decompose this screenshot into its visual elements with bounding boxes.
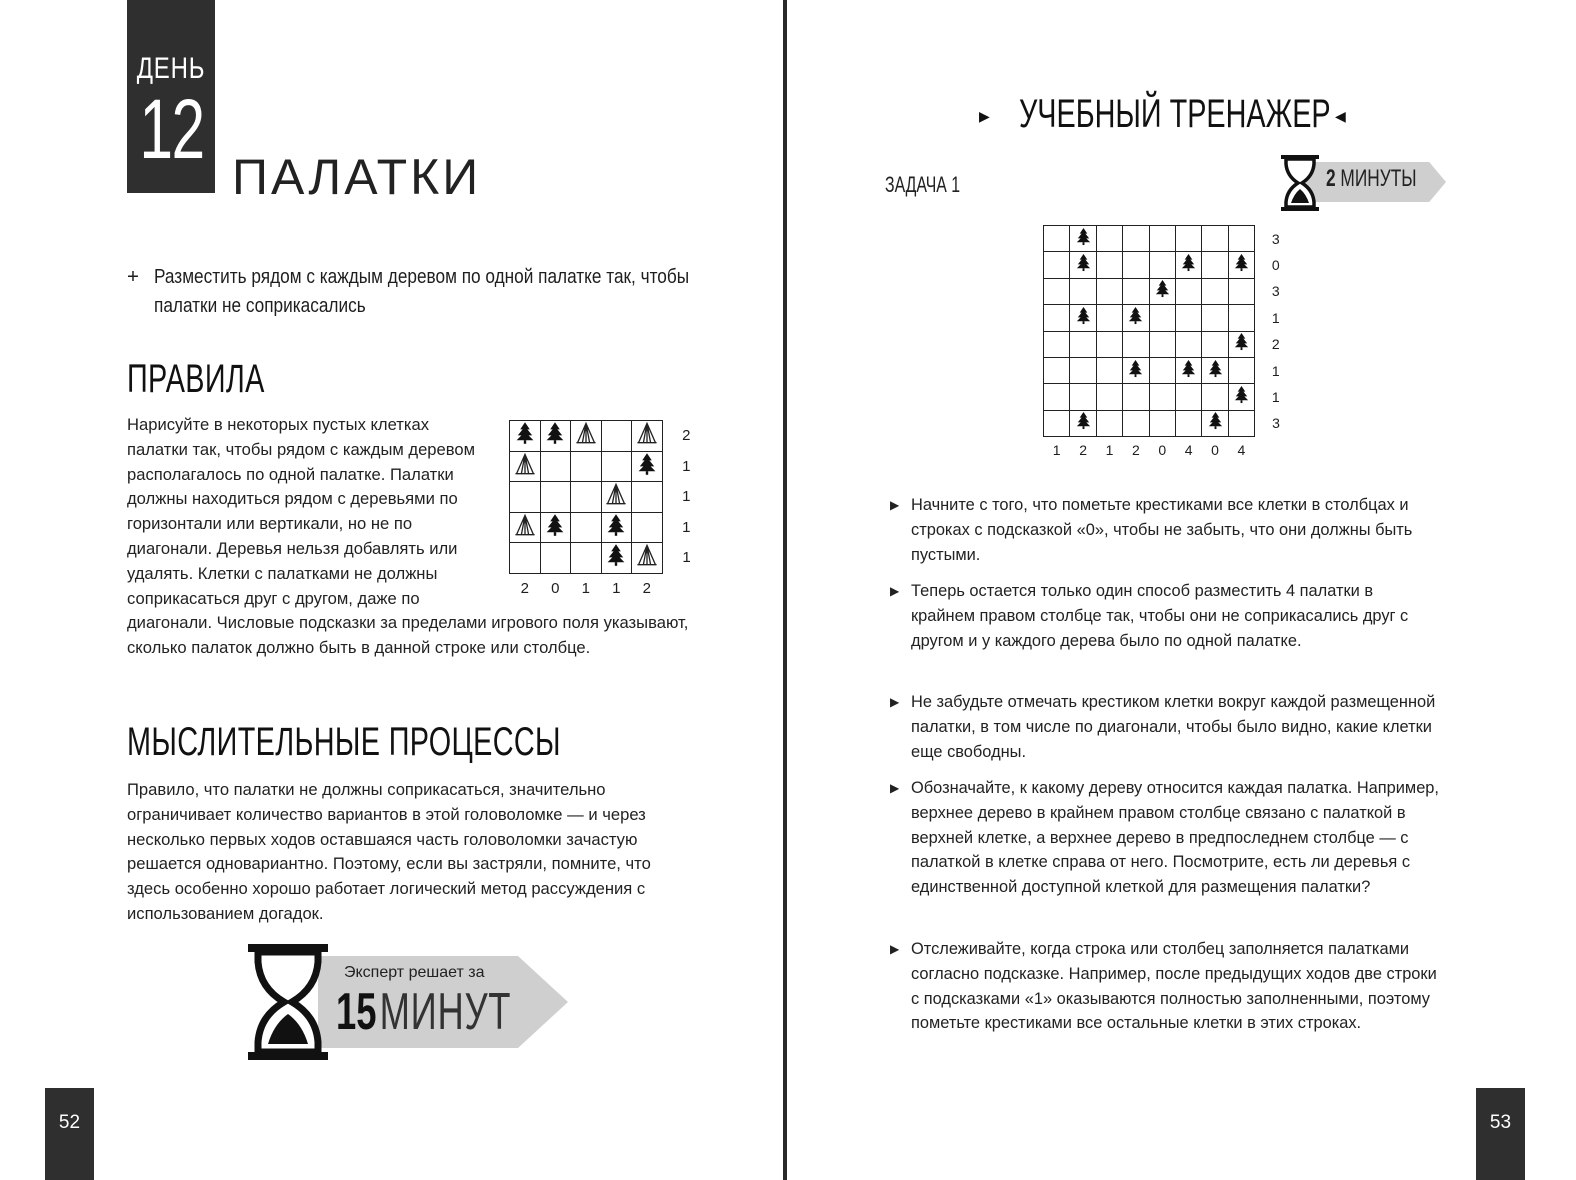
triangle-right-icon: ▶ <box>979 108 990 124</box>
example-grid <box>509 420 702 603</box>
example-cell <box>632 543 663 574</box>
timer-number: 2 <box>1326 165 1336 192</box>
goal-text: Разместить рядом с каждым деревом по одной палатке так, чтобы палатки не соприкасались <box>154 265 690 317</box>
example-cell <box>540 512 571 543</box>
task-col-clue: 2 <box>1131 441 1140 458</box>
task-cell <box>1096 357 1122 383</box>
tip-item <box>890 937 1445 1062</box>
plus-mark: + <box>127 265 139 288</box>
task-row-clue: 0 <box>1271 257 1280 274</box>
task-cell <box>1202 357 1228 383</box>
bullet-triangle-icon: ▶ <box>890 498 900 512</box>
task-col-clue: 1 <box>1052 441 1061 458</box>
task-cell <box>1175 331 1201 357</box>
task-cell <box>1123 226 1149 252</box>
tree-icon <box>543 524 567 541</box>
example-cell <box>571 421 602 452</box>
example-cell <box>510 482 541 513</box>
expert-caption: Эксперт решает за <box>344 964 485 981</box>
tree-icon <box>1232 391 1251 408</box>
task-cell <box>1096 278 1122 304</box>
task-cell <box>1096 331 1122 357</box>
example-cell <box>601 543 632 574</box>
task-col-clue: 4 <box>1184 441 1193 458</box>
task-cell <box>1228 226 1254 252</box>
example-cell <box>510 512 541 543</box>
tree-icon <box>1126 312 1145 329</box>
task-puzzle <box>1043 225 1290 462</box>
task-row-clue: 1 <box>1271 389 1280 406</box>
example-cell <box>601 482 632 513</box>
bullet-triangle-icon: ▶ <box>890 942 900 956</box>
task-cell <box>1228 331 1254 357</box>
task-cell <box>1202 226 1228 252</box>
trainer-heading: УЧЕБНЫЙ ТРЕНАЖЕР <box>1019 92 1331 136</box>
tree-icon <box>1206 417 1225 434</box>
thinking-heading: МЫСЛИТЕЛЬНЫЕ ПРОЦЕССЫ <box>127 720 561 764</box>
task-cell <box>1202 331 1228 357</box>
task-cell <box>1044 331 1070 357</box>
hourglass-icon <box>1280 155 1320 211</box>
bullet-triangle-icon: ▶ <box>890 695 900 709</box>
task-cell <box>1175 384 1201 410</box>
task-row-clue: 3 <box>1271 283 1280 300</box>
example-cell <box>510 451 541 482</box>
example-row <box>510 421 702 452</box>
tree-icon <box>635 463 659 480</box>
task-cell <box>1096 410 1122 436</box>
task-cell <box>1228 252 1254 278</box>
example-col-clue: 0 <box>551 579 560 597</box>
task-cell <box>1070 384 1096 410</box>
example-cell <box>601 512 632 543</box>
task-cell <box>1175 305 1201 331</box>
rules-text: Нарисуйте в некоторых пустых клетках палатки так, чтобы рядом с каждым деревом располагалось по одной палатке. Палатки должны находиться рядом с деревьями по горизонтали или вертикали, но не по диагонали. Деревья нельзя добавлять или удалять. Клетки с палатками не должны соприкасаться друг с другом, даже по диагонали. Числовые подсказки за пределами игрового поля указывают, сколько палаток должно быть в данной строке или столбце. <box>127 415 689 658</box>
expert-unit: МИНУТ <box>379 983 512 1041</box>
task-label: ЗАДАЧА 1 <box>885 172 961 197</box>
task-cell <box>1096 305 1122 331</box>
tree-icon <box>1074 259 1093 276</box>
tip-item <box>890 776 1445 926</box>
task-row <box>1044 331 1290 357</box>
task-cell <box>1070 278 1096 304</box>
task-cell <box>1123 331 1149 357</box>
task-cell <box>1228 384 1254 410</box>
timer-text <box>1326 165 1417 193</box>
task-cell <box>1228 357 1254 383</box>
example-row-clue: 1 <box>682 518 691 536</box>
example-row-clue: 2 <box>682 427 691 445</box>
tree-icon <box>1074 312 1093 329</box>
task-cell <box>1070 357 1096 383</box>
task-cell <box>1175 410 1201 436</box>
task-cell <box>1044 357 1070 383</box>
task-row-clue: 2 <box>1271 336 1280 353</box>
task-cell <box>1070 226 1096 252</box>
task-cell <box>1149 226 1175 252</box>
task-cell <box>1175 357 1201 383</box>
day-label: ДЕНЬ <box>136 52 206 85</box>
task-cell <box>1044 226 1070 252</box>
example-cell <box>601 451 632 482</box>
day-number: 12 <box>139 82 204 176</box>
expert-time-badge <box>246 944 576 1060</box>
task-timer-badge <box>1280 155 1450 215</box>
topic-title: ПАЛАТКИ <box>232 149 482 205</box>
trainer-heading-wrap <box>975 92 1375 142</box>
example-cell <box>510 421 541 452</box>
triangle-left-icon: ◀ <box>1335 108 1346 124</box>
task-col-clues <box>1044 437 1290 462</box>
task-row <box>1044 357 1290 383</box>
tip-item <box>890 579 1445 679</box>
rules-heading: ПРАВИЛА <box>127 357 265 401</box>
tip-text: Не забудьте отмечать крестиком клетки вокруг каждой размещенной палатки, в том числе по диагонали, чтобы было видно, какие клетки еще свободны. <box>911 693 1436 761</box>
task-row <box>1044 252 1290 278</box>
task-col-clue: 4 <box>1237 441 1246 458</box>
tip-text: Теперь остается только один способ разместить 4 палатки в крайнем правом столбце так, чтобы они не соприкасались друг с другом и у каждого дерева было по одной палатке. <box>911 582 1409 650</box>
task-row <box>1044 410 1290 436</box>
task-cell <box>1044 384 1070 410</box>
task-row-clue: 1 <box>1271 362 1280 379</box>
tip-text: Начните с того, что пометьте крестиками все клетки в столбцах и строках с подсказкой «0», чтобы не забыть, что они должны быть пустыми. <box>911 496 1413 564</box>
task-cell <box>1175 252 1201 278</box>
task-cell <box>1096 252 1122 278</box>
tent-icon <box>513 524 537 541</box>
example-puzzle <box>509 420 702 603</box>
task-col-clue: 1 <box>1105 441 1114 458</box>
task-cell <box>1123 252 1149 278</box>
example-cell <box>540 482 571 513</box>
example-row-clue: 1 <box>682 488 691 506</box>
bullet-triangle-icon: ▶ <box>890 781 900 795</box>
task-cell <box>1228 410 1254 436</box>
task-cell <box>1228 305 1254 331</box>
example-cell <box>540 451 571 482</box>
expert-number: 15 <box>336 983 377 1041</box>
tip-item <box>890 493 1445 568</box>
tent-icon <box>635 554 659 571</box>
example-cell <box>632 421 663 452</box>
tree-icon <box>604 524 628 541</box>
example-cell <box>510 543 541 574</box>
task-cell <box>1175 226 1201 252</box>
day-block <box>127 0 215 193</box>
tree-icon <box>1126 365 1145 382</box>
task-col-clue: 0 <box>1211 441 1219 458</box>
tree-icon <box>1232 259 1251 276</box>
task-cell <box>1175 278 1201 304</box>
task-row <box>1044 305 1290 331</box>
task-cell <box>1202 384 1228 410</box>
task-row-clue: 3 <box>1271 230 1280 247</box>
task-cell <box>1096 384 1122 410</box>
task-row-clue: 3 <box>1272 415 1280 432</box>
example-cell <box>571 482 602 513</box>
task-cell <box>1149 357 1175 383</box>
task-cell <box>1123 384 1149 410</box>
example-cell <box>540 543 571 574</box>
task-cell <box>1202 278 1228 304</box>
tree-icon <box>1074 233 1093 250</box>
tree-icon <box>604 554 628 571</box>
example-row <box>510 512 702 543</box>
example-cell <box>632 482 663 513</box>
task-cell <box>1202 410 1228 436</box>
tip-text: Обозначайте, к какому дереву относится каждая палатка. Например, верхнее дерево в крайнем правом столбце связано с палаткой в верхней клетке, а верхнее дерево в предпоследнем столбце — с палаткой в клетке справа от него. Посмотрите, есть ли деревья с единственной доступной клеткой для размещения палатки? <box>911 779 1439 897</box>
example-cell <box>601 421 632 452</box>
tent-icon <box>635 432 659 449</box>
timer-unit: МИНУТЫ <box>1340 165 1417 192</box>
expert-time <box>336 982 511 1042</box>
task-col-clue: 2 <box>1079 441 1087 458</box>
tree-icon <box>1074 417 1093 434</box>
task-row <box>1044 278 1290 304</box>
page-number-left: 52 <box>45 1088 94 1180</box>
example-cell <box>540 421 571 452</box>
task-row <box>1044 226 1290 252</box>
task-cell <box>1070 305 1096 331</box>
task-cell <box>1096 226 1122 252</box>
example-col-clue: 1 <box>581 579 590 597</box>
task-cell <box>1044 410 1070 436</box>
task-cell <box>1149 384 1175 410</box>
example-row <box>510 482 702 513</box>
example-cell <box>571 451 602 482</box>
tent-icon <box>604 493 628 510</box>
page-number-right: 53 <box>1476 1088 1525 1180</box>
task-cell <box>1070 331 1096 357</box>
example-col-clues <box>510 573 702 603</box>
bullet-triangle-icon: ▶ <box>890 584 900 598</box>
task-cell <box>1123 357 1149 383</box>
task-cell <box>1070 252 1096 278</box>
task-cell <box>1123 305 1149 331</box>
task-cell <box>1149 252 1175 278</box>
example-row-clue: 1 <box>682 549 691 567</box>
tree-icon <box>513 432 537 449</box>
task-cell <box>1149 278 1175 304</box>
example-col-clue: 2 <box>520 579 529 597</box>
tree-icon <box>1179 259 1198 276</box>
task-row-clue: 1 <box>1271 309 1280 326</box>
tip-item <box>890 690 1445 765</box>
task-cell <box>1149 331 1175 357</box>
example-cell <box>632 451 663 482</box>
tree-icon <box>1206 365 1225 382</box>
task-cell <box>1070 410 1096 436</box>
task-grid <box>1043 225 1290 462</box>
task-cell <box>1202 305 1228 331</box>
tree-icon <box>1179 365 1198 382</box>
tree-icon <box>1153 285 1172 302</box>
tree-icon <box>543 432 567 449</box>
tip-text: Отслеживайте, когда строка или столбец заполняется палатками согласно подсказке. Например, после предыдущих ходов две строки с подсказками «1» оказываются полностью заполненными, поэтому пометьте крестиками все остальные клетки в этих строках. <box>911 940 1437 1033</box>
task-cell <box>1044 278 1070 304</box>
task-cell <box>1149 305 1175 331</box>
task-cell <box>1123 278 1149 304</box>
tree-icon <box>1232 338 1251 355</box>
example-col-clue: 2 <box>642 579 651 597</box>
tent-icon <box>513 463 537 480</box>
example-cell <box>571 543 602 574</box>
task-col-clue: 0 <box>1158 441 1167 458</box>
tent-icon <box>574 432 598 449</box>
book-spine <box>783 0 787 1180</box>
task-cell <box>1044 305 1070 331</box>
thinking-text: Правило, что палатки не должны соприкасаться, значительно ограничивает количество вариантов в этой головоломке — и через несколько первых ходов оставшаяся часть головоломки зачастую решается одновариантно. Поэтому, если вы застряли, помните, что здесь особенно хорошо работает логический метод рассуждения с использованием догадок. <box>127 780 651 923</box>
task-cell <box>1228 278 1254 304</box>
example-cell <box>571 512 602 543</box>
task-cell <box>1044 252 1070 278</box>
example-row-clue: 1 <box>682 457 691 475</box>
example-cell <box>632 512 663 543</box>
hourglass-icon <box>246 944 330 1060</box>
example-row <box>510 451 702 482</box>
task-cell <box>1202 252 1228 278</box>
task-row <box>1044 384 1290 410</box>
task-cell <box>1123 410 1149 436</box>
example-row <box>510 543 702 574</box>
example-col-clue: 1 <box>612 579 621 597</box>
task-cell <box>1149 410 1175 436</box>
